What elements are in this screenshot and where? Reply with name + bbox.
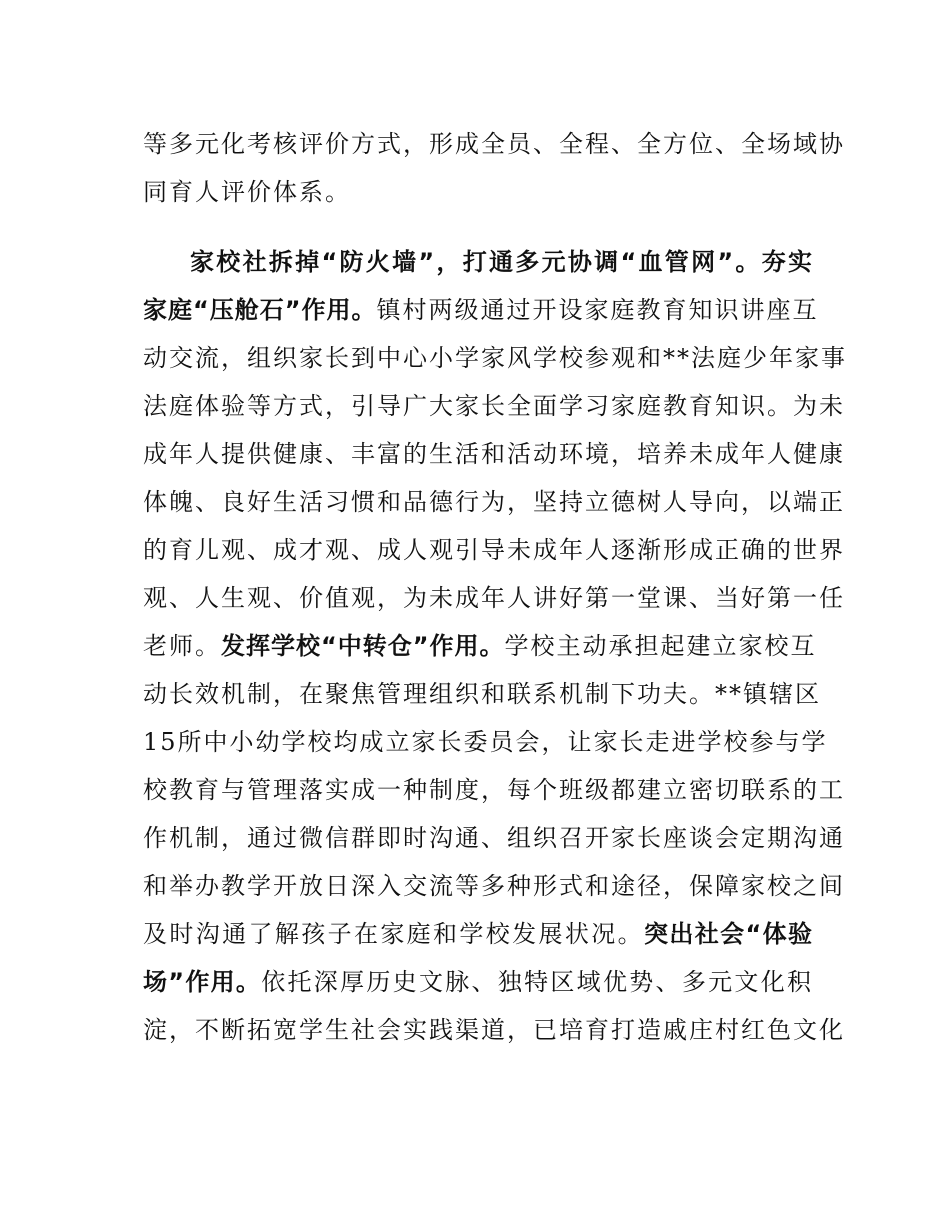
paragraph-line: 观、人生观、价值观，为未成年人讲好第一堂课、当好第一任 (143, 584, 845, 612)
body-text: 及时沟通了解孩子在家庭和学校发展状况。 (143, 920, 645, 948)
paragraph-line (143, 626, 817, 666)
paragraph-line (143, 290, 819, 330)
paragraph-line: 15所中小幼学校均成立家长委员会，让家长走进学校参与学 (143, 728, 828, 756)
paragraph-line (143, 962, 813, 1002)
body-text: 依托深厚历史文脉、独特区域优势、多元文化积 (261, 968, 813, 996)
subheading-text: 发挥学校“中转仓”作用。 (221, 632, 505, 660)
paragraph-line: 等多元化考核评价方式，形成全员、全程、全方位、全场域协 (143, 130, 845, 158)
subheading-text: 场”作用。 (143, 968, 262, 996)
body-text: 老师。 (143, 632, 221, 660)
subheading-text: 家庭“压舱石”作用。 (143, 296, 377, 324)
paragraph-line (143, 914, 813, 954)
paragraph-line: 淀，不断拓宽学生社会实践渠道，已培育打造戚庄村红色文化 (143, 1016, 845, 1044)
paragraph-line: 成年人提供健康、丰富的生活和活动环境，培养未成年人健康 (143, 440, 845, 468)
paragraph-line: 法庭体验等方式，引导广大家长全面学习家庭教育知识。为未 (143, 392, 845, 420)
paragraph-line: 动交流，组织家长到中心小学家风学校参观和**法庭少年家事 (143, 344, 847, 372)
paragraph-line: 作机制，通过微信群即时沟通、组织召开家长座谈会定期沟通 (143, 824, 845, 852)
paragraph-line: 体魄、良好生活习惯和品德行为，坚持立德树人导向，以端正 (143, 488, 845, 516)
paragraph-line: 校教育与管理落实成一种制度，每个班级都建立密切联系的工 (143, 776, 845, 804)
paragraph-line: 和举办教学开放日深入交流等多种形式和途径，保障家校之间 (143, 872, 845, 900)
paragraph-line: 的育儿观、成才观、成人观引导未成年人逐渐形成正确的世界 (143, 536, 845, 564)
paragraph-line: 动长效机制，在聚焦管理组织和联系机制下功夫。**镇辖区 (143, 680, 821, 708)
body-text: 镇村两级通过开设家庭教育知识讲座互 (376, 296, 819, 324)
section-heading-line: 家校社拆掉“防火墙”，打通多元协调“血管网”。夯实 (190, 248, 813, 276)
paragraph-line: 同育人评价体系。 (143, 178, 351, 206)
subheading-text: 突出社会“体验 (644, 920, 814, 948)
body-text: 学校主动承担起建立家校互 (504, 632, 817, 660)
